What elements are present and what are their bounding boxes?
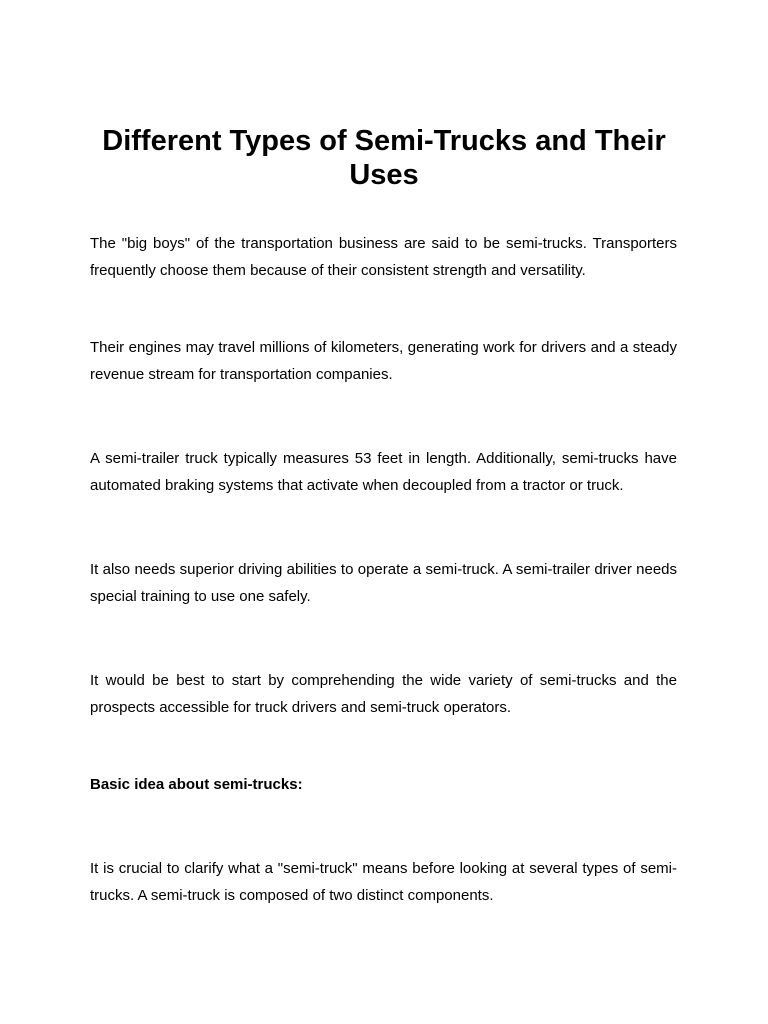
section-paragraph-1: It is crucial to clarify what a "semi-truck" means before looking at several types of semi-trucks. A semi-truck is composed of two distinct components. [90, 860, 677, 904]
paragraph-3: A semi-trailer truck typically measures 53 feet in length. Additionally, semi-trucks have automated braking systems that activate when decoupled from a tractor or truck. [90, 450, 677, 494]
document-title: Different Types of Semi-Trucks and Their Uses [102, 125, 666, 191]
section-heading: Basic idea about semi-trucks: [90, 776, 303, 793]
paragraph-2: Their engines may travel millions of kilometers, generating work for drivers and a steady revenue stream for transportation companies. [90, 339, 677, 383]
paragraph-1: The "big boys" of the transportation business are said to be semi-trucks. Transporters frequently choose them because of their consistent strength and versatility. [90, 235, 677, 279]
paragraph-5: It would be best to start by comprehending the wide variety of semi-trucks and the prospects accessible for truck drivers and semi-truck operators. [90, 672, 677, 716]
paragraph-4: It also needs superior driving abilities to operate a semi-truck. A semi-trailer driver needs special training to use one safely. [90, 561, 677, 605]
